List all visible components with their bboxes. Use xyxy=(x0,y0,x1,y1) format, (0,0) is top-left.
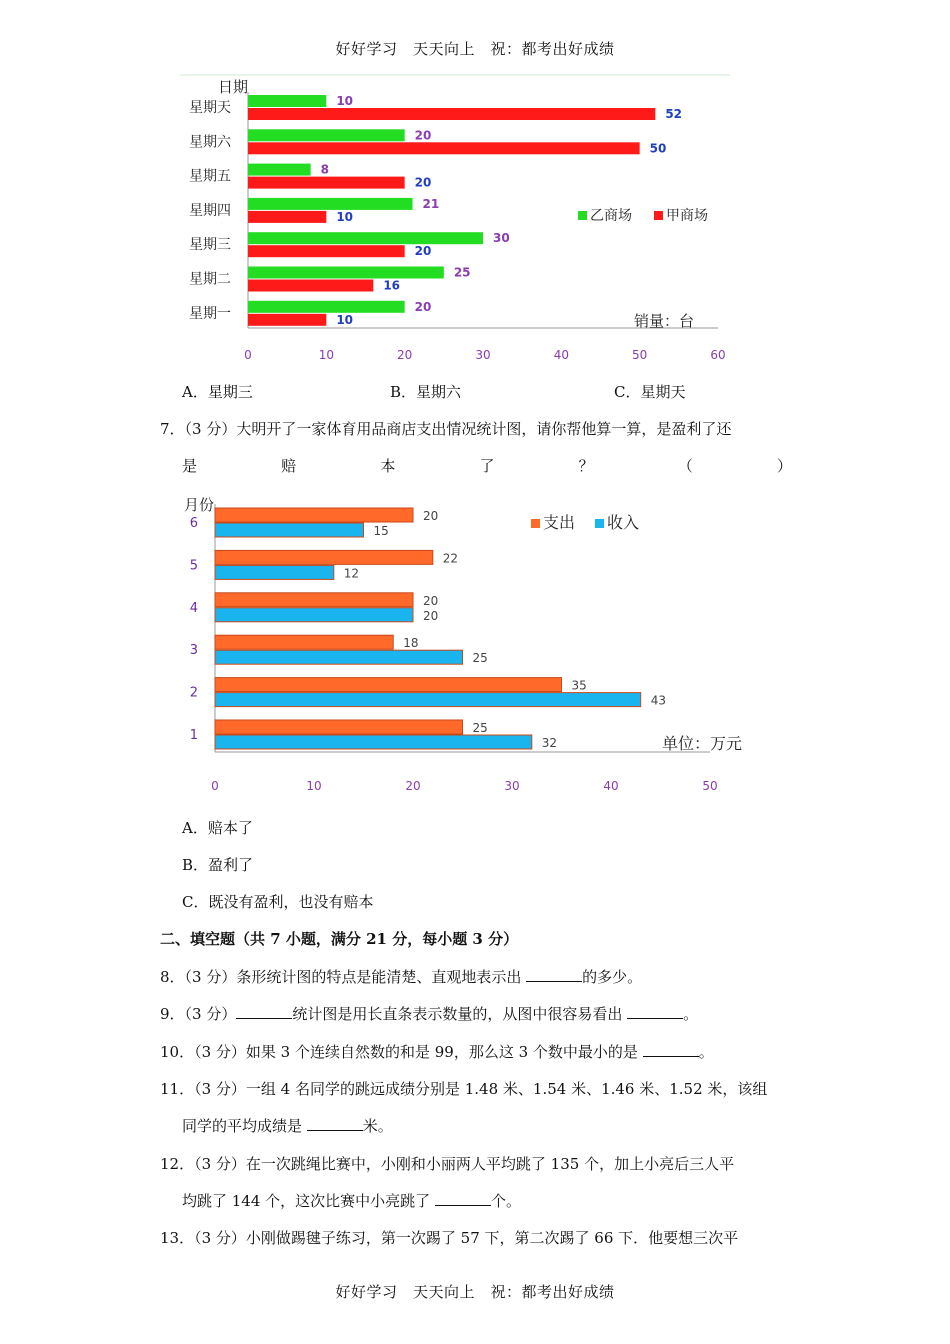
data-label: 43 xyxy=(650,693,666,708)
category-label: 1 xyxy=(189,728,198,743)
sales-bar-chart xyxy=(170,70,760,370)
data-label: 25 xyxy=(472,651,488,666)
bar-series2 xyxy=(215,650,463,664)
q12-stem-line2 xyxy=(182,1190,521,1211)
q7-word: 本 xyxy=(380,457,396,475)
q6-option-a[interactable]: A．星期三 xyxy=(182,383,253,401)
bar-series2 xyxy=(215,735,532,749)
category-label: 星期二 xyxy=(189,271,231,288)
data-label: 50 xyxy=(649,141,667,156)
legend-label: 支出 xyxy=(543,513,576,532)
bar-series1 xyxy=(215,635,393,649)
q10-text-post: 。 xyxy=(698,1043,714,1061)
data-label: 25 xyxy=(453,265,471,280)
q7-stem-line1: 7．（3 分）大明开了一家体育用品商店支出情况统计图，请你帮他算一算，是盈利了还 xyxy=(160,420,732,438)
q12-text-post: 个。 xyxy=(490,1192,521,1210)
y-axis-label: 日期 xyxy=(218,78,249,96)
category-label: 星期天 xyxy=(189,100,231,116)
category-label: 4 xyxy=(189,600,198,616)
q9-text-mid: 统计图是用长直条表示数量的，从图中很容易看出 xyxy=(292,1005,628,1023)
bar-series2 xyxy=(248,108,655,120)
category-label: 星期五 xyxy=(189,168,231,185)
legend-swatch xyxy=(654,211,663,220)
q12-text-pre: 均跳了 144 个，这次比赛中小亮跳了 xyxy=(182,1192,435,1210)
x-tick-label: 0 xyxy=(244,348,252,362)
y-axis-label: 月份 xyxy=(184,496,215,514)
q7-word: ？ xyxy=(578,457,594,475)
q7-option-b[interactable]: B．盈利了 xyxy=(182,856,254,874)
x-tick-label: 30 xyxy=(504,779,520,793)
bar-series2 xyxy=(248,314,326,326)
data-label: 18 xyxy=(403,636,419,651)
q9-text-post: 。 xyxy=(683,1005,699,1023)
data-label: 10 xyxy=(336,312,354,327)
data-label: 35 xyxy=(571,678,587,693)
q13-stem-line1: 13．（3 分）小刚做踢毽子练习，第一次踢了 57 下，第二次踢了 66 下．他要想三次平 xyxy=(160,1229,739,1247)
q8-text-post: 的多少。 xyxy=(582,968,643,986)
data-label: 16 xyxy=(383,278,401,293)
x-tick-label: 20 xyxy=(405,779,421,793)
data-label: 10 xyxy=(336,209,354,224)
data-label: 20 xyxy=(414,299,432,314)
q11-text-post: 米。 xyxy=(362,1117,393,1135)
bar-series1 xyxy=(215,508,413,522)
category-label: 6 xyxy=(189,516,198,531)
q9-stem xyxy=(160,1003,698,1024)
bar-series1 xyxy=(215,550,433,564)
answer-blank[interactable] xyxy=(627,1006,683,1019)
q11-text-pre: 同学的平均成绩是 xyxy=(182,1117,307,1135)
q7-word: （ xyxy=(677,457,693,475)
bar-series2 xyxy=(248,280,373,292)
legend-swatch xyxy=(578,211,587,220)
page-footer: 好好学习 天天向上 祝：都考出好成绩 xyxy=(335,1283,615,1301)
q7-stem-line2 xyxy=(182,455,792,476)
bar-series1 xyxy=(248,301,405,313)
data-label: 20 xyxy=(414,244,432,259)
finance-bar-chart xyxy=(170,490,770,800)
data-label: 22 xyxy=(442,551,459,566)
x-axis-unit-label: 单位：万元 xyxy=(662,734,743,753)
q8-text-pre: 8．（3 分）条形统计图的特点是能清楚、直观地表示出 xyxy=(160,968,527,986)
x-tick-label: 60 xyxy=(710,348,726,362)
q8-stem xyxy=(160,966,642,987)
x-tick-label: 30 xyxy=(475,348,491,362)
q10-text-pre: 10．（3 分）如果 3 个连续自然数的和是 99，那么这 3 个数中最小的是 xyxy=(160,1043,643,1061)
answer-blank[interactable] xyxy=(307,1118,363,1131)
x-tick-label: 40 xyxy=(553,348,569,362)
bar-series2 xyxy=(215,693,641,707)
bar-series1 xyxy=(215,678,562,692)
bar-series1 xyxy=(248,267,444,279)
data-label: 20 xyxy=(423,608,439,623)
data-label: 25 xyxy=(472,721,488,735)
q7-word: 赔 xyxy=(281,457,297,475)
category-label: 5 xyxy=(189,558,198,574)
q7-word: ） xyxy=(776,457,792,475)
bar-series1 xyxy=(248,198,413,210)
category-label: 星期一 xyxy=(189,305,231,322)
data-label: 15 xyxy=(373,524,389,538)
bar-series2 xyxy=(215,523,364,537)
x-tick-label: 50 xyxy=(632,348,648,362)
q7-option-a[interactable]: A．赔本了 xyxy=(182,819,253,837)
answer-blank[interactable] xyxy=(435,1193,491,1206)
category-label: 3 xyxy=(189,643,198,659)
legend-label: 甲商场 xyxy=(666,208,708,224)
category-label: 星期三 xyxy=(189,237,231,254)
data-label: 52 xyxy=(665,107,683,121)
x-axis-unit-label: 销量：台 xyxy=(634,312,695,330)
page-header: 好好学习 天天向上 祝：都考出好成绩 xyxy=(335,40,615,58)
legend-label: 乙商场 xyxy=(590,208,632,224)
x-tick-label: 50 xyxy=(702,779,718,793)
x-tick-label: 10 xyxy=(318,348,334,362)
data-label: 10 xyxy=(336,94,354,108)
bar-series2 xyxy=(215,565,334,579)
q10-stem xyxy=(160,1041,714,1062)
x-tick-label: 10 xyxy=(306,779,322,793)
bar-series1 xyxy=(248,232,483,244)
x-tick-label: 0 xyxy=(211,779,219,793)
data-label: 20 xyxy=(414,128,432,143)
q9-text-pre: 9．（3 分） xyxy=(160,1005,237,1023)
answer-blank[interactable] xyxy=(643,1044,699,1057)
q12-stem-line1: 12．（3 分）在一次跳绳比赛中，小刚和小丽两人平均跳了 135 个，加上小亮后三人平 xyxy=(160,1155,735,1173)
category-label: 星期六 xyxy=(189,134,231,151)
legend-swatch xyxy=(595,519,604,528)
data-label: 12 xyxy=(343,566,360,581)
bar-series1 xyxy=(248,164,311,176)
data-label: 30 xyxy=(493,231,510,246)
bar-series2 xyxy=(248,211,326,223)
data-label: 32 xyxy=(541,736,558,750)
bar-series2 xyxy=(215,608,413,622)
bar-series2 xyxy=(248,142,640,154)
section-title: 二、填空题（共 7 小题，满分 21 分，每小题 3 分） xyxy=(160,930,519,948)
data-label: 20 xyxy=(423,593,439,608)
q6-option-b[interactable]: B．星期六 xyxy=(390,383,462,401)
q11-stem-line1: 11．（3 分）一组 4 名同学的跳远成绩分别是 1.48 米、1.54 米、1.46 米、1.52 米，该组 xyxy=(160,1080,768,1098)
data-label: 21 xyxy=(422,196,440,211)
data-label: 8 xyxy=(320,162,330,177)
answer-blank[interactable] xyxy=(526,969,582,982)
bar-series1 xyxy=(248,95,326,107)
data-label: 20 xyxy=(414,175,432,190)
answer-blank[interactable] xyxy=(236,1006,292,1019)
category-label: 星期四 xyxy=(189,202,231,219)
x-tick-label: 40 xyxy=(603,779,619,793)
data-label: 20 xyxy=(423,509,439,523)
bar-series1 xyxy=(215,720,463,734)
bar-series2 xyxy=(248,177,405,189)
q7-option-c[interactable]: C．既没有盈利，也没有赔本 xyxy=(182,893,374,911)
bar-series1 xyxy=(215,593,413,607)
legend-label: 收入 xyxy=(607,513,640,532)
q11-stem-line2 xyxy=(182,1115,393,1136)
category-label: 2 xyxy=(189,685,198,701)
q7-word: 了 xyxy=(479,457,495,475)
x-tick-label: 20 xyxy=(397,348,413,362)
bar-series1 xyxy=(248,129,405,141)
q6-option-c[interactable]: C．星期天 xyxy=(614,383,686,401)
q7-word: 是 xyxy=(182,457,198,475)
legend-swatch xyxy=(531,519,540,528)
bar-series2 xyxy=(248,245,405,257)
